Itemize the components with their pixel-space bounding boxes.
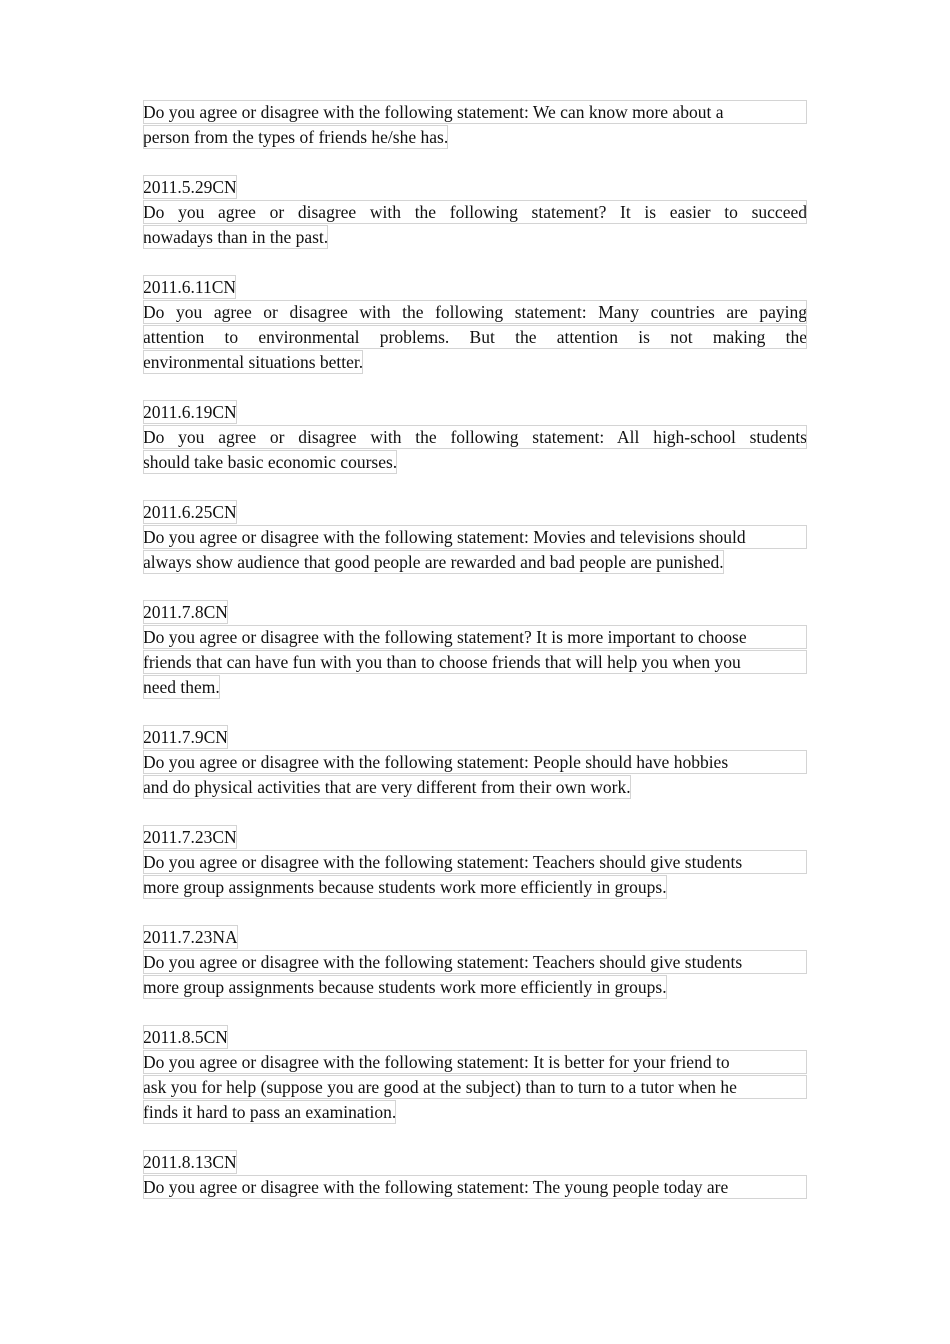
topic-statement-line [143, 525, 807, 549]
topic-statement-text: Do you agree or disagree with the following statement: The young people today are [143, 1175, 807, 1199]
paragraph-spacer [143, 475, 807, 500]
topic-statement-line [143, 1075, 807, 1099]
topic-statement-text: need them. [143, 677, 220, 697]
topic-statement-text: and do physical activities that are very different from their own work. [143, 777, 631, 797]
topic-statement-line [143, 300, 807, 324]
topic-date-text: 2011.7.23CN [143, 827, 237, 847]
topic-statement-text: friends that can have fun with you than to choose friends that will help you when you [143, 650, 807, 674]
topic-statement-line [143, 875, 807, 899]
essay-topic-entry [143, 1125, 807, 1199]
topic-date-text: 2011.5.29CN [143, 177, 237, 197]
topic-statement-line [143, 350, 807, 374]
paragraph-spacer [143, 700, 807, 725]
topic-statement-text: Do you agree or disagree with the following statement? It is more important to choose [143, 625, 807, 649]
topic-statement-line [143, 200, 807, 224]
essay-topic-entry [143, 150, 807, 249]
topic-statement-text: should take basic economic courses. [143, 452, 398, 472]
topic-statement-line [143, 975, 807, 999]
topic-statement-text: Do you agree or disagree with the following statement: Movies and televisions should [143, 525, 807, 549]
paragraph-spacer [143, 575, 807, 600]
topic-date-label [143, 825, 807, 849]
topic-statement-line [143, 750, 807, 774]
topic-date-text: 2011.6.11CN [143, 277, 237, 297]
essay-topic-entry [143, 1000, 807, 1124]
topic-date-text: 2011.7.8CN [143, 602, 228, 622]
topic-date-label [143, 1150, 807, 1174]
paragraph-spacer [143, 250, 807, 275]
topic-statement-line [143, 675, 807, 699]
topic-statement-text: Do you agree or disagree with the following statement: Teachers should give students [143, 950, 807, 974]
topic-statement-line [143, 1100, 807, 1124]
topic-statement-text: more group assignments because students work more efficiently in groups. [143, 977, 667, 997]
paragraph-spacer [143, 150, 807, 175]
topic-statement-line [143, 1175, 807, 1199]
essay-topic-entry [143, 575, 807, 699]
topic-statement-text: Do you agree or disagree with the following statement: Many countries are paying [143, 302, 807, 322]
topic-statement-line [143, 850, 807, 874]
topic-statement-text: always show audience that good people are rewarded and bad people are punished. [143, 552, 724, 572]
topic-date-label [143, 925, 807, 949]
essay-topic-entry [143, 375, 807, 474]
topic-statement-line [143, 775, 807, 799]
essay-topic-entry [143, 900, 807, 999]
topic-statement-line [143, 625, 807, 649]
topic-statement-line [143, 950, 807, 974]
topic-date-label [143, 600, 807, 624]
topic-statement-text: more group assignments because students work more efficiently in groups. [143, 877, 667, 897]
paragraph-spacer [143, 1000, 807, 1025]
topic-statement-text: attention to environmental problems. But the attention is not making the [143, 327, 807, 347]
topic-statement-line [143, 225, 807, 249]
paragraph-spacer [143, 800, 807, 825]
topic-statement-line [143, 125, 807, 149]
topic-date-text: 2011.8.13CN [143, 1152, 237, 1172]
topic-statement-text: environmental situations better. [143, 352, 364, 372]
paragraph-spacer [143, 900, 807, 925]
topic-statement-line [143, 425, 807, 449]
topic-statement-text: ask you for help (suppose you are good at the subject) than to turn to a tutor when he [143, 1075, 807, 1099]
topic-date-label [143, 400, 807, 424]
topic-statement-text: Do you agree or disagree with the following statement: People should have hobbies [143, 750, 807, 774]
topic-date-text: 2011.7.23NA [143, 927, 238, 947]
topic-statement-text: Do you agree or disagree with the following statement: Teachers should give students [143, 850, 807, 874]
topic-statement-line [143, 1050, 807, 1074]
topic-date-text: 2011.6.19CN [143, 402, 237, 422]
essay-topic-entry [143, 475, 807, 574]
topic-statement-text: Do you agree or disagree with the following statement: All high-school students [143, 427, 807, 447]
topic-statement-text: Do you agree or disagree with the following statement: We can know more about a [143, 100, 807, 124]
essay-topic-entry [143, 700, 807, 799]
essay-topic-entry [143, 800, 807, 899]
essay-topic-entry [143, 250, 807, 374]
topic-date-label [143, 500, 807, 524]
topic-statement-text: finds it hard to pass an examination. [143, 1102, 397, 1122]
topic-date-text: 2011.7.9CN [143, 727, 228, 747]
paragraph-spacer [143, 1125, 807, 1150]
paragraph-spacer [143, 375, 807, 400]
topic-date-label [143, 725, 807, 749]
topic-date-label [143, 175, 807, 199]
topic-statement-line [143, 550, 807, 574]
topic-statement-text: Do you agree or disagree with the following statement: It is better for your friend to [143, 1050, 807, 1074]
topic-statement-line [143, 100, 807, 124]
document-body [143, 100, 807, 1200]
topic-date-label [143, 1025, 807, 1049]
topic-statement-line [143, 325, 807, 349]
topic-date-text: 2011.8.5CN [143, 1027, 228, 1047]
topic-date-label [143, 275, 807, 299]
topic-statement-text: Do you agree or disagree with the following statement? It is easier to succeed [143, 202, 807, 222]
topic-date-text: 2011.6.25CN [143, 502, 237, 522]
topic-statement-line [143, 650, 807, 674]
topic-statement-line [143, 450, 807, 474]
topic-statement-text: person from the types of friends he/she has. [143, 127, 449, 147]
essay-topic-entry [143, 100, 807, 149]
topic-statement-text: nowadays than in the past. [143, 227, 329, 247]
